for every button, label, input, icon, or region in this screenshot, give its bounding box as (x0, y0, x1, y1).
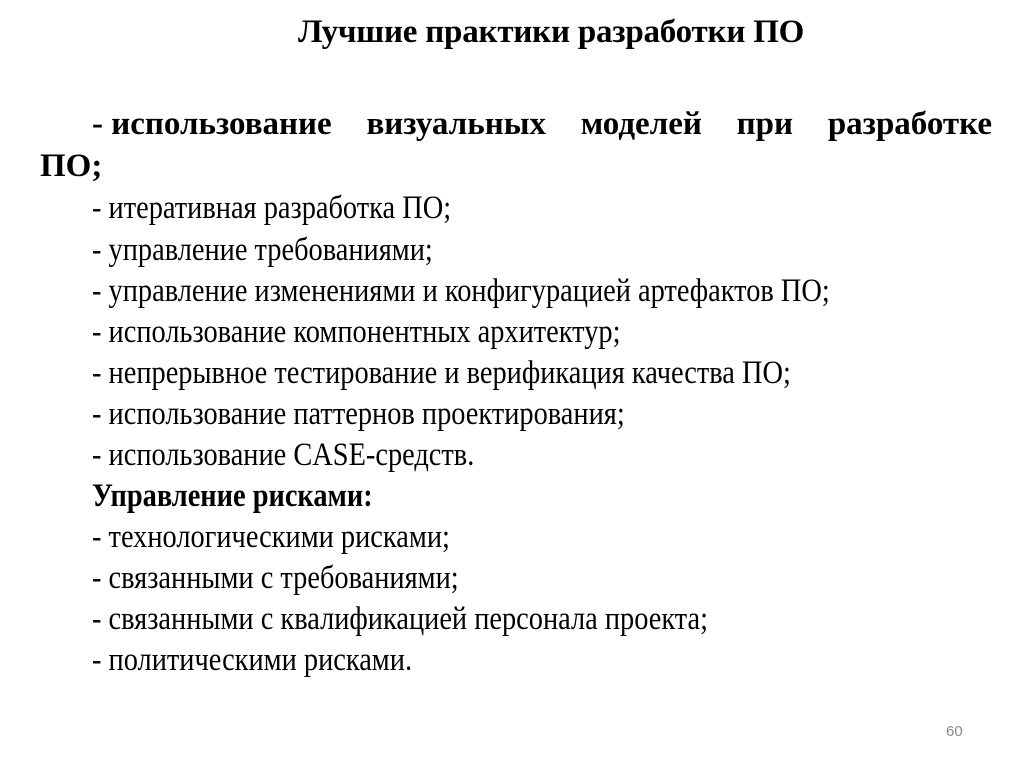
risk-item: - технологическими рисками; (92, 519, 450, 555)
word: визуальных (366, 106, 546, 142)
practice-item: - непрерывное тестирование и верификация качества ПО; (92, 355, 791, 391)
risk-item: - связанными с требованиями; (92, 560, 459, 596)
practice-item-visual-models-continuation: ПО; (40, 148, 103, 184)
word: разработке (827, 106, 992, 142)
practice-item-visual-models (92, 104, 992, 144)
practice-item: - управление изменениями и конфигурацией артефактов ПО; (92, 273, 830, 309)
practice-item: - использование компонентных архитектур; (92, 314, 621, 350)
practice-item: - использование паттернов проектирования; (92, 396, 625, 432)
slide-title: Лучшие практики разработки ПО (298, 14, 805, 50)
practice-item: - использование CASE-средств. (92, 437, 475, 473)
risk-management-heading: Управление рисками: (92, 478, 373, 514)
word: при (736, 106, 794, 142)
risk-item: - связанными с квалификацией персонала проекта; (92, 601, 709, 637)
page-number: 60 (946, 723, 963, 740)
practice-item: - итеративная разработка ПО; (92, 190, 452, 226)
practice-item: - управление требованиями; (92, 232, 433, 268)
risk-item: - политическими рисками. (92, 642, 413, 678)
word: моделей (580, 106, 702, 142)
word: - использование (92, 106, 332, 142)
